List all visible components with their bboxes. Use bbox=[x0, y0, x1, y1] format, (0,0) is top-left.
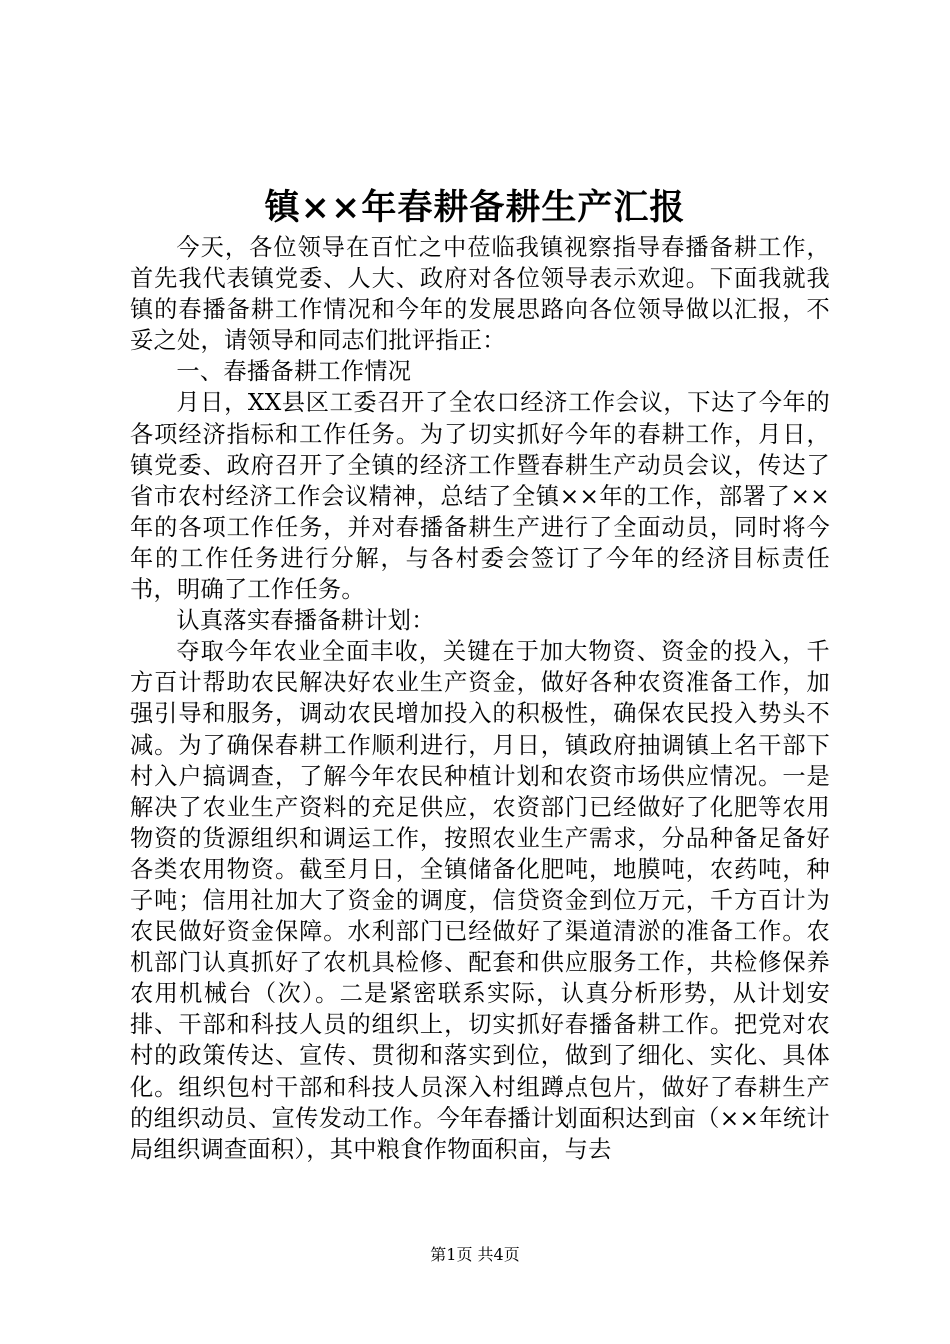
document-title: 镇××年春耕备耕生产汇报 bbox=[264, 187, 686, 228]
paragraph-investment: 夺取今年农业全面丰收，关键在于加大物资、资金的投入，千方百计帮助农民解决好农业生产资金，做好各种农资准备工作，加强引导和服务，调动农民增加投入的积极性，确保农民投入势头不减。为了确保春耕工作顺利进行，月日，镇政府抽调镇上名干部下村入户搞调查，了解今年农民种植计划和农资市场供应情况。一是解决了农业生产资料的充足供应，农资部门已经做好了化肥等农用物资的货源组织和调运工作，按照农业生产需求，分品种备足备好各类农用物资。截至月日，全镇储备化肥吨，地膜吨，农药吨，种子吨；信用社加大了资金的调度，信贷资金到位万元，千方百计为农民做好资金保障。水利部门已经做好了渠道清淤的准备工作。农机部门认真抓好了农机具检修、配套和供应服务工作，共检修保养农用机械台（次）。二是紧密联系实际，认真分析形势，从计划安排、干部和科技人员的组织上，切实抓好春播备耕工作。把党对农村的政策传达、宣传、贯彻和落实到位，做到了细化、实化、具体化。组织包村干部和科技人员深入村组蹲点包片，做好了春耕生产的组织动员、宣传发动工作。今年春播计划面积达到亩（××年统计局组织调查面积），其中粮食作物面积亩，与去 bbox=[130, 638, 830, 1163]
subheading-implement-plan: 认真落实春播备耕计划： bbox=[176, 607, 435, 635]
page-footer: 第1页 共4页 bbox=[430, 1245, 520, 1264]
section-heading-spring-work: 一、春播备耕工作情况 bbox=[176, 358, 412, 386]
paragraph-intro: 今天，各位领导在百忙之中莅临我镇视察指导春播备耕工作，首先我代表镇党委、人大、政府对各位领导表示欢迎。下面我就我镇的春播备耕工作情况和今年的发展思路向各位领导做以汇报，不妥之处，请领导和同志们批评指正： bbox=[130, 234, 830, 355]
paragraph-meetings: 月日，XX县区工委召开了全农口经济工作会议，下达了今年的各项经济指标和工作任务。为了切实抓好今年的春耕工作，月日，镇党委、政府召开了全镇的经济工作暨春耕生产动员会议，传达了省市农村经济工作会议精神，总结了全镇××年的工作，部署了××年的各项工作任务，并对春播备耕生产进行了全面动员，同时将今年的工作任务进行分解，与各村委会签订了今年的经济目标责任书，明确了工作任务。 bbox=[130, 389, 830, 604]
document-body bbox=[130, 232, 830, 1165]
